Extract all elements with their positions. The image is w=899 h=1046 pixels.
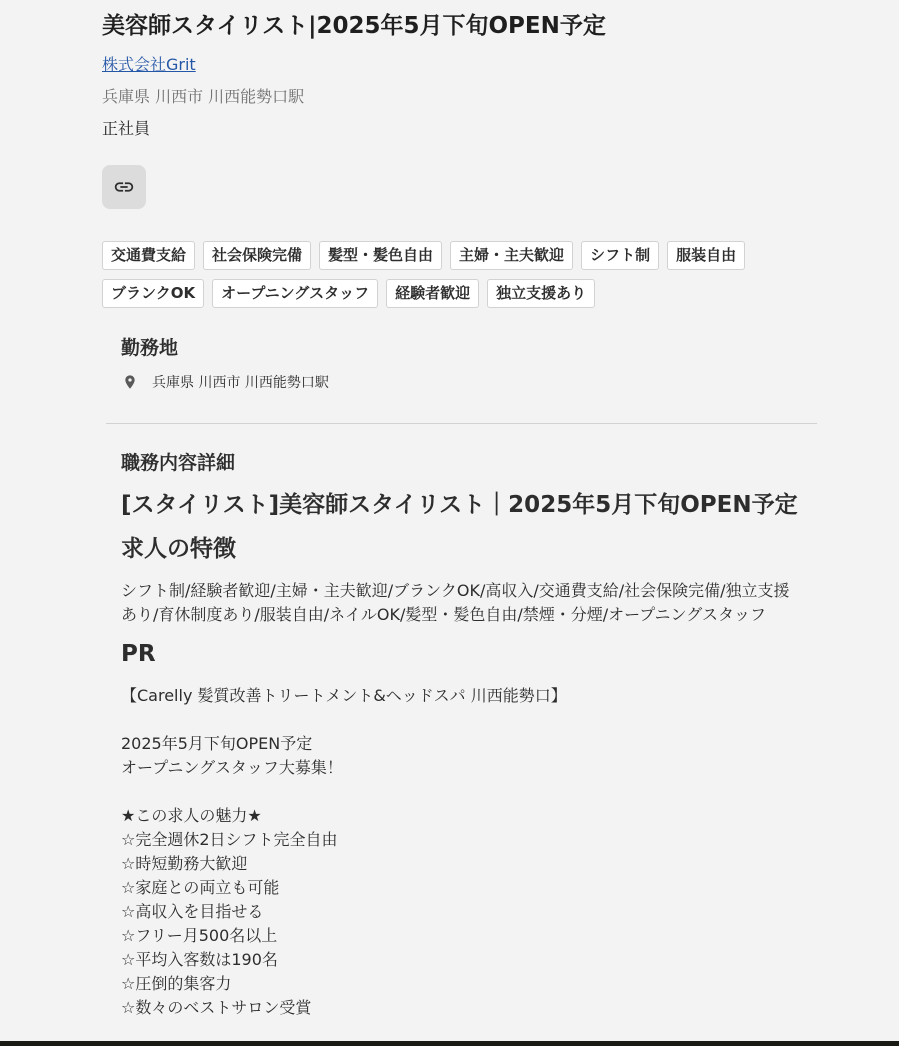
tag: 主婦・主夫歓迎	[450, 241, 573, 270]
pr-line: ☆平均入客数は190名	[121, 950, 278, 969]
pr-body	[121, 684, 811, 1020]
pr-line: オープニングスタッフ大募集！	[121, 758, 343, 777]
employment-type: 正社員	[102, 119, 151, 138]
tag: ブランクOK	[102, 279, 204, 308]
pr-line: ☆フリー月500名以上	[121, 926, 278, 945]
pr-line: ★この求人の魅力★	[121, 806, 262, 825]
tag: オープニングスタッフ	[212, 279, 378, 308]
features-heading: 求人の特徴	[121, 536, 236, 562]
tag: 髪型・髪色自由	[319, 241, 442, 270]
bottom-image-edge	[0, 1041, 899, 1046]
tag: 経験者歓迎	[386, 279, 479, 308]
pr-line	[121, 780, 811, 804]
tag: 服装自由	[667, 241, 745, 270]
work-location-address: 兵庫県 川西市 川西能勢口駅	[152, 375, 329, 391]
job-title: 美容師スタイリスト|2025年5月下旬OPEN予定	[102, 13, 606, 39]
pr-line: ☆圧倒的集客力	[121, 974, 232, 993]
work-location-heading: 勤務地	[121, 337, 179, 359]
tag-row	[102, 241, 802, 270]
job-details-heading: 職務内容詳細	[121, 452, 236, 474]
location-pin-icon	[122, 373, 138, 391]
job-details-section	[121, 449, 811, 1020]
pr-line: 2025年5月下旬OPEN予定	[121, 734, 313, 753]
job-header	[102, 8, 822, 139]
pr-line: ☆完全週休2日シフト完全自由	[121, 830, 338, 849]
pr-line: ☆数々のベストサロン受賞	[121, 998, 312, 1017]
job-location: 兵庫県 川西市 川西能勢口駅	[102, 87, 305, 106]
work-location-section	[121, 334, 811, 392]
tag-row	[102, 279, 802, 308]
link-icon	[113, 176, 135, 198]
tag: シフト制	[581, 241, 659, 270]
work-location-row	[121, 372, 811, 392]
section-divider	[106, 423, 817, 424]
job-details-title: [スタイリスト]美容師スタイリスト｜2025年5月下旬OPEN予定	[121, 492, 798, 518]
features-text: シフト制/経験者歓迎/主婦・主夫歓迎/ブランクOK/高収入/交通費支給/社会保険完備/独立支援あり/育休制度あり/服装自由/ネイルOK/髪型・髪色自由/禁煙・分煙/オープニングスタッフ	[121, 581, 790, 624]
pr-heading: PR	[121, 641, 156, 667]
tag: 独立支援あり	[487, 279, 595, 308]
pr-line	[121, 708, 811, 732]
pr-line: ☆家庭との両立も可能	[121, 878, 280, 897]
job-tags	[102, 241, 802, 317]
pr-line: ☆時短勤務大歓迎	[121, 854, 248, 873]
company-link[interactable]: 株式会社Grit	[102, 55, 196, 74]
tag: 社会保険完備	[203, 241, 311, 270]
pr-line: 【Carelly 髪質改善トリートメント&ヘッドスパ 川西能勢口】	[121, 686, 567, 705]
copy-link-button[interactable]	[102, 165, 146, 209]
tag: 交通費支給	[102, 241, 195, 270]
pr-line: ☆高収入を目指せる	[121, 902, 264, 921]
